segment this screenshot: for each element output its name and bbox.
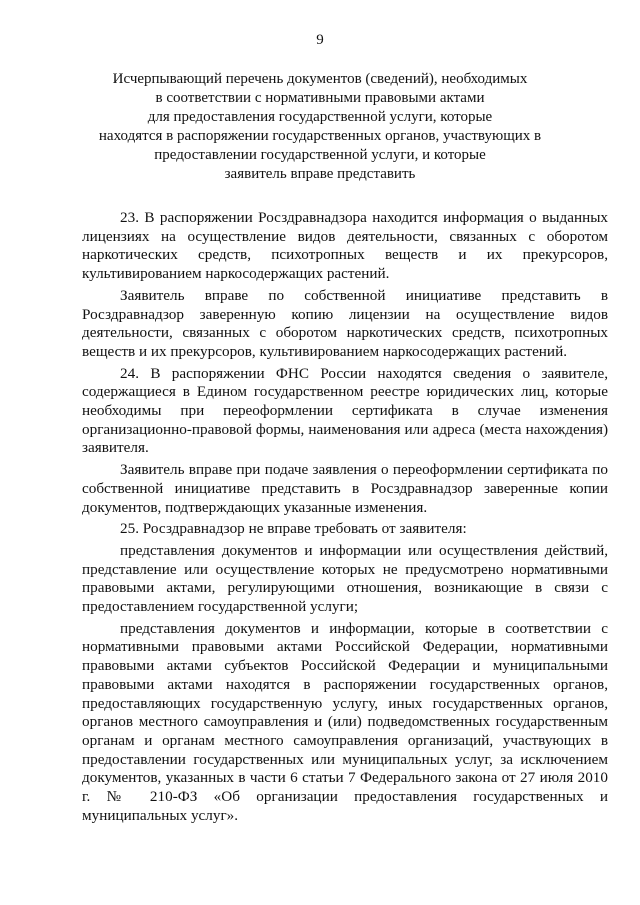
title-line: находятся в распоряжении государственных органов, участвующих в <box>98 128 542 144</box>
title-line: предоставлении государственной услуги, и которые <box>154 147 486 163</box>
title-line: заявитель вправе представить <box>224 166 416 182</box>
title-line: для предоставления государственной услуги, которые <box>147 109 493 125</box>
document-body <box>82 209 608 829</box>
title-line: в соответствии с нормативными правовыми актами <box>155 90 485 106</box>
paragraph-23: 23. В распоряжении Росздравнадзора находится информация о выданных лицензиях на осуществление видов деятельности, связанных с оборотом наркотических средств, психотропных веществ и их прекурсоров, культивированием наркосодержащих растений. <box>82 209 608 283</box>
section-title <box>90 70 550 184</box>
page-number: 9 <box>316 32 324 48</box>
paragraph-25: 25. Росздравнадзор не вправе требовать от заявителя: <box>120 520 467 538</box>
title-line: Исчерпывающий перечень документов (сведений), необходимых <box>112 71 528 87</box>
paragraph-24: 24. В распоряжении ФНС России находятся сведения о заявителе, содержащиеся в Едином государственном реестре юридических лиц, которые необходимы при переоформлении сертификата в случае изменения организационно-правовой формы, наименования или адреса (места нахождения) заявителя. <box>82 364 608 457</box>
paragraph-25-item-2: представления документов и информации, которые в соответствии с нормативными правовыми актами Российской Федерации, нормативными правовыми актами субъектов Российской Федерации и муниципальными правовыми актами находятся в распоряжении государственных органов, предоставляющих государственную услугу, иных государственных органов, органов местного самоуправления и (или) подведомственных государственным органам и органам местного самоуправления организаций, участвующих в предоставлении государственных или муниципальных услуг, за исключением документов, указанных в части 6 статьи 7 Федерального закона от 27 июля 2010 г. № 210-ФЗ «Об организации предоставления государственных и муниципальных услуг». <box>82 619 608 824</box>
paragraph-23-applicant-right: Заявитель вправе по собственной инициативе представить в Росздравнадзор заверенную копию лицензии на осуществление видов деятельности, связанных с оборотом наркотических средств, психотропных веществ и их прекурсоров, культивированием наркосодержащих растений. <box>82 286 608 360</box>
paragraph-25-item-1: представления документов и информации или осуществления действий, представление или осуществление которых не предусмотрено нормативными правовыми актами, регулирующими отношения, возникающие в связи с предоставлением государственной услуги; <box>82 541 608 616</box>
paragraph-24-applicant-right: Заявитель вправе при подаче заявления о переоформлении сертификата по собственной инициативе представить в Росздравнадзор заверенные копии документов, подтверждающих указанные изменения. <box>82 461 608 516</box>
